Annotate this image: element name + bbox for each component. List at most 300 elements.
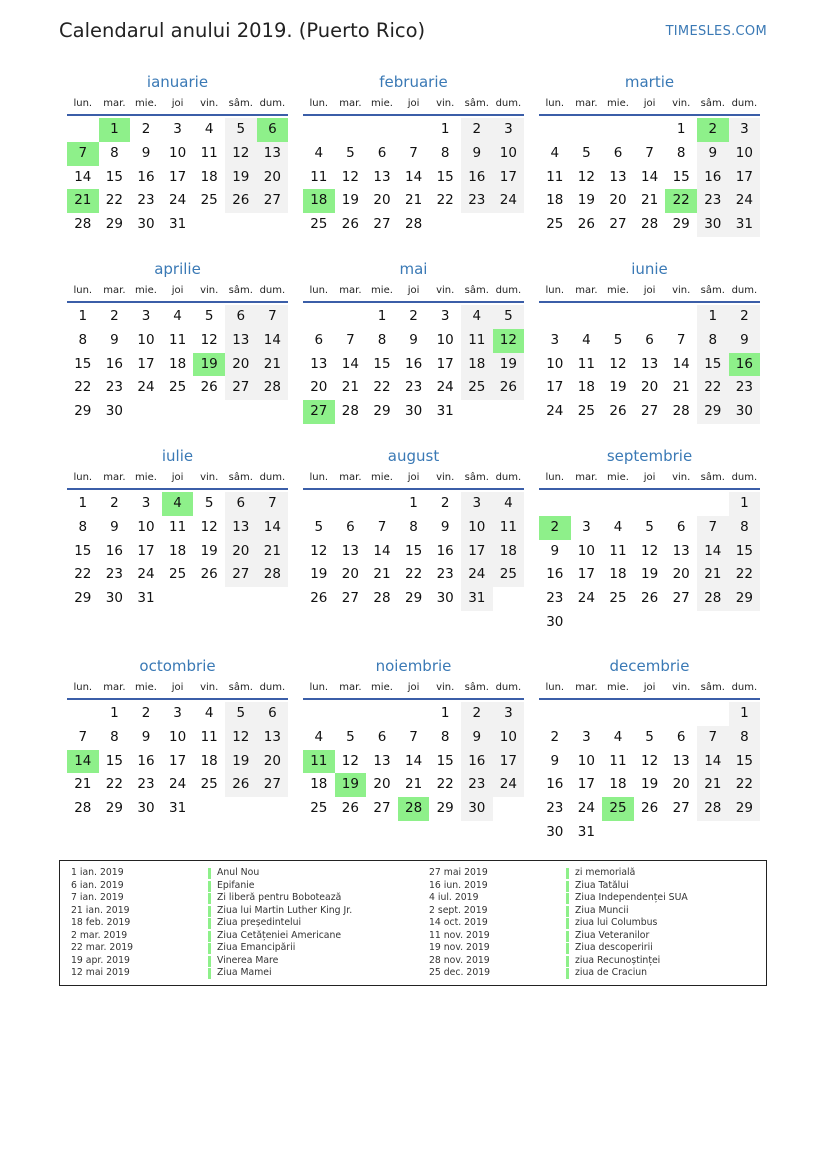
day-cell: 22 [74,379,92,396]
day-cell: 19 [225,166,257,190]
weekday-label: vin. [672,682,691,693]
weekday-label: lun. [73,98,93,109]
day-cell: 21 [257,540,289,564]
holiday-day-cell: 12 [493,329,525,353]
holiday-marker [566,868,569,879]
day-cell: 17 [577,566,595,583]
day-cell: 18 [493,540,525,564]
weekday-label: lun. [309,285,329,296]
day-cell: 7 [78,728,88,745]
weekday-label: joi [407,682,420,693]
day-cell: 6 [377,728,387,745]
weekday-label: vin. [436,682,455,693]
weekday-label: vin. [436,472,455,483]
holiday-name: Ziua președintelui [217,917,302,928]
day-cell: 9 [440,518,450,535]
holiday-date: 27 mai 2019 [429,867,488,878]
weekday-label: mar. [575,285,598,296]
weekday-label: mie. [371,285,393,296]
day-cell: 21 [74,776,92,793]
holiday-day-cell: 11 [303,750,335,774]
day-cell: 13 [257,726,289,750]
month-name: august [387,447,440,465]
day-cell: 30 [461,797,493,821]
holiday-marker [566,943,569,954]
day-cell: 7 [645,144,654,161]
holiday-day-cell: 25 [602,797,634,821]
day-cell: 6 [225,492,257,516]
day-cell: 15 [729,540,761,564]
day-cell: 23 [137,776,155,793]
day-cell: 16 [546,566,564,583]
day-cell: 13 [641,355,659,372]
day-cell: 10 [577,542,595,559]
day-cell: 3 [582,728,591,745]
holiday-day-cell: 28 [398,797,430,821]
holiday-name: ziua Recunoștinței [575,954,661,966]
day-cell: 12 [225,142,257,166]
day-cell: 21 [257,353,289,377]
weekday-label: mar. [339,285,362,296]
day-cell: 27 [373,800,391,817]
day-cell: 27 [672,800,690,817]
day-cell: 2 [440,495,450,511]
site-link[interactable]: TIMESLES.COM [665,24,767,39]
day-cell: 17 [493,750,525,774]
day-cell: 10 [137,518,155,535]
day-cell: 6 [225,305,257,329]
day-cell: 10 [546,355,564,372]
day-cell: 18 [461,353,493,377]
day-cell: 17 [493,166,525,190]
day-cell: 10 [729,142,761,166]
holiday-marker [208,868,211,879]
day-cell: 28 [373,590,391,607]
holiday-day-cell: 18 [303,189,335,213]
weekday-label: vin. [436,98,455,109]
day-cell: 15 [405,542,423,559]
day-cell: 4 [461,305,493,329]
day-cell: 26 [310,590,328,607]
day-cell: 4 [550,144,560,161]
day-cell: 11 [577,355,595,372]
day-cell: 17 [546,379,564,396]
day-cell: 19 [641,566,659,583]
day-cell: 12 [641,542,659,559]
day-cell: 29 [105,800,123,817]
day-cell: 17 [729,166,761,190]
day-cell: 11 [493,516,525,540]
day-cell: 1 [78,495,88,511]
holiday-date: 19 apr. 2019 [71,954,130,966]
day-cell: 30 [405,403,423,420]
month-divider [303,698,524,700]
holidays-box [59,860,767,986]
day-cell: 5 [204,495,214,511]
day-cell: 27 [609,216,627,233]
holiday-name: Ziua descoperirii [575,942,653,953]
day-cell: 1 [729,702,761,726]
day-cell: 27 [257,773,289,797]
day-cell: 16 [105,355,123,372]
holiday-name: Ziua Independenței SUA [575,892,688,903]
weekday-label: sâm. [228,98,253,109]
holiday-marker [208,906,211,917]
weekday-header [539,472,760,486]
day-cell: 6 [377,144,387,161]
holiday-name: Ziua Emancipării [217,942,296,953]
day-cell: 27 [225,563,257,587]
day-cell: 31 [169,216,187,233]
day-cell: 1 [676,121,686,137]
day-cell: 16 [461,750,493,774]
day-cell: 19 [577,192,595,209]
day-cell: 3 [461,492,493,516]
day-cell: 30 [436,590,454,607]
day-cell: 28 [697,797,729,821]
day-cell: 19 [493,353,525,377]
holiday-date: 6 ian. 2019 [71,879,124,891]
holiday-date: 19 nov. 2019 [429,942,490,953]
day-cell: 12 [341,168,359,185]
day-cell: 20 [225,540,257,564]
day-cell: 9 [550,752,560,769]
weekday-label: mie. [371,472,393,483]
day-cell: 18 [577,379,595,396]
month-divider [539,301,760,303]
day-cell: 29 [74,590,92,607]
day-cell: 3 [550,331,560,348]
weekday-label: vin. [200,472,219,483]
month-divider [303,114,524,116]
day-cell: 23 [436,566,454,583]
day-cell: 11 [200,728,218,745]
day-cell: 26 [200,566,218,583]
weekday-label: dum. [495,285,522,296]
day-cell: 9 [729,329,761,353]
day-cell: 24 [436,379,454,396]
day-cell: 7 [676,331,686,348]
month-divider [303,488,524,490]
day-cell: 23 [546,590,564,607]
day-cell: 15 [74,355,92,372]
day-cell: 17 [137,542,155,559]
day-cell: 26 [225,773,257,797]
weekday-label: mie. [371,682,393,693]
weekday-label: sâm. [464,98,489,109]
holiday-marker [208,893,211,904]
weekday-label: lun. [545,472,565,483]
weekday-label: joi [407,472,420,483]
weekday-header [303,285,524,299]
day-cell: 25 [461,376,493,400]
weekday-label: sâm. [464,285,489,296]
weekday-label: joi [171,285,184,296]
day-cell: 19 [609,379,627,396]
weekday-label: dum. [731,285,758,296]
day-cell: 8 [697,329,729,353]
day-cell: 24 [169,192,187,209]
day-cell: 20 [373,192,391,209]
day-cell: 13 [341,542,359,559]
day-cell: 14 [341,355,359,372]
day-cell: 25 [609,590,627,607]
day-cell: 6 [257,702,289,726]
day-cell: 13 [373,752,391,769]
day-cell: 3 [493,118,525,142]
weekday-label: lun. [73,285,93,296]
day-cell: 8 [110,144,119,161]
day-cell: 8 [78,518,88,535]
page-title: Calendarul anului 2019. (Puerto Rico) [59,19,426,42]
day-cell: 2 [141,121,151,137]
month-name: octombrie [139,657,216,675]
month-name: februarie [379,73,448,91]
weekday-label: vin. [672,98,691,109]
holiday-day-cell: 16 [729,353,761,377]
weekday-label: lun. [73,472,93,483]
month-name: septembrie [606,447,693,465]
day-cell: 24 [493,189,525,213]
day-cell: 16 [436,542,454,559]
day-cell: 24 [546,403,564,420]
holiday-day-cell: 14 [67,750,99,774]
holiday-marker [566,906,569,917]
day-cell: 23 [461,189,493,213]
day-cell: 9 [141,144,151,161]
holiday-day-cell: 2 [697,118,729,142]
day-cell: 1 [729,492,761,516]
day-cell: 4 [314,144,324,161]
day-cell: 20 [373,776,391,793]
weekday-label: mar. [103,98,126,109]
day-cell: 19 [341,192,359,209]
day-cell: 28 [405,216,423,233]
holiday-date: 4 iul. 2019 [429,892,479,903]
day-cell: 8 [729,726,761,750]
weekday-label: mar. [339,98,362,109]
weekday-label: lun. [545,285,565,296]
day-cell: 4 [204,121,214,137]
holiday-date: 28 nov. 2019 [429,954,490,966]
day-cell: 4 [204,705,214,721]
weekday-label: mar. [103,472,126,483]
day-cell: 10 [169,144,187,161]
day-cell: 13 [672,542,690,559]
day-cell: 10 [493,726,525,750]
holiday-name: Zi liberă pentru Bobotează [217,892,342,903]
holiday-marker [208,943,211,954]
day-cell: 31 [729,213,761,237]
day-cell: 21 [341,379,359,396]
day-cell: 14 [641,168,659,185]
day-cell: 28 [74,800,92,817]
weekday-label: sâm. [228,682,253,693]
day-cell: 4 [613,518,623,535]
day-cell: 24 [137,566,155,583]
day-cell: 27 [257,189,289,213]
day-cell: 14 [74,168,92,185]
day-cell: 4 [173,308,182,324]
weekday-label: joi [643,682,656,693]
month-name: ianuarie [146,73,209,91]
day-cell: 2 [729,305,761,329]
month-divider [539,698,760,700]
day-cell: 5 [346,728,355,745]
holiday-marker [208,931,211,942]
day-cell: 11 [169,518,187,535]
day-cell: 28 [257,563,289,587]
day-cell: 26 [341,800,359,817]
day-cell: 9 [461,142,493,166]
day-cell: 19 [641,776,659,793]
weekday-label: joi [171,682,184,693]
day-cell: 13 [373,168,391,185]
holiday-date: 2 mar. 2019 [71,929,128,941]
day-cell: 4 [314,728,324,745]
day-cell: 21 [641,192,659,209]
holiday-date: 14 oct. 2019 [429,917,488,928]
day-cell: 26 [341,216,359,233]
day-cell: 25 [577,403,595,420]
day-cell: 1 [697,305,729,329]
holiday-name: Ziua Veteranilor [575,929,650,941]
weekday-label: dum. [731,472,758,483]
day-cell: 9 [550,542,560,559]
weekday-label: sâm. [700,98,725,109]
day-cell: 29 [729,587,761,611]
day-cell: 26 [577,216,595,233]
month-name: iunie [631,260,668,278]
day-cell: 26 [225,189,257,213]
day-cell: 8 [440,144,450,161]
weekday-label: dum. [259,682,286,693]
day-cell: 28 [74,216,92,233]
day-cell: 16 [105,542,123,559]
day-cell: 10 [577,752,595,769]
day-cell: 21 [697,773,729,797]
day-cell: 17 [436,355,454,372]
holiday-day-cell: 6 [257,118,289,142]
day-cell: 20 [672,776,690,793]
weekday-label: sâm. [464,682,489,693]
day-cell: 14 [257,329,289,353]
day-cell: 20 [641,379,659,396]
day-cell: 30 [729,400,761,424]
day-cell: 22 [405,566,423,583]
holiday-marker [566,918,569,929]
day-cell: 20 [672,566,690,583]
day-cell: 30 [105,403,123,420]
holiday-date: 11 nov. 2019 [429,929,490,941]
day-cell: 11 [200,144,218,161]
holiday-marker [208,881,211,892]
day-cell: 12 [341,752,359,769]
day-cell: 9 [110,518,119,535]
day-cell: 15 [105,752,123,769]
day-cell: 10 [493,142,525,166]
day-cell: 26 [641,800,659,817]
day-cell: 6 [676,518,686,535]
month-name: aprilie [154,260,201,278]
day-cell: 21 [697,563,729,587]
day-cell: 14 [405,168,423,185]
month-divider [67,114,288,116]
day-cell: 6 [613,144,623,161]
day-cell: 23 [461,773,493,797]
day-cell: 3 [582,518,591,535]
weekday-label: joi [643,285,656,296]
day-cell: 15 [436,752,454,769]
day-cell: 12 [225,726,257,750]
day-cell: 18 [609,566,627,583]
weekday-label: mie. [607,682,629,693]
day-cell: 13 [672,752,690,769]
month-name: martie [624,73,675,91]
day-cell: 9 [110,331,119,348]
day-cell: 22 [105,776,123,793]
day-cell: 15 [697,353,729,377]
weekday-label: dum. [731,682,758,693]
holiday-date: 25 dec. 2019 [429,967,491,978]
day-cell: 18 [609,776,627,793]
day-cell: 1 [78,308,88,324]
day-cell: 25 [200,192,218,209]
day-cell: 29 [105,216,123,233]
day-cell: 14 [697,750,729,774]
day-cell: 22 [373,379,391,396]
holiday-day-cell: 22 [665,189,697,213]
day-cell: 15 [436,168,454,185]
holiday-marker [566,931,569,942]
month-name: decembrie [609,657,690,675]
day-cell: 27 [672,590,690,607]
day-cell: 11 [169,331,187,348]
holiday-name: Ziua Tatălui [575,879,629,891]
day-cell: 16 [546,776,564,793]
month-divider [539,114,760,116]
day-cell: 28 [341,403,359,420]
holiday-date: 18 feb. 2019 [71,917,131,928]
day-cell: 13 [225,329,257,353]
day-cell: 8 [78,331,88,348]
weekday-label: mie. [135,472,157,483]
day-cell: 15 [74,542,92,559]
weekday-label: dum. [259,472,286,483]
holiday-marker [566,956,569,967]
day-cell: 6 [346,518,355,535]
day-cell: 30 [137,800,155,817]
day-cell: 20 [225,353,257,377]
day-cell: 21 [405,776,423,793]
day-cell: 12 [200,518,218,535]
month-divider [303,301,524,303]
holiday-date: 2 sept. 2019 [429,904,488,916]
day-cell: 24 [137,379,155,396]
weekday-label: lun. [73,682,93,693]
holiday-name: zi memorială [575,867,636,878]
holiday-marker [566,893,569,904]
weekday-header [303,682,524,696]
holiday-name: Anul Nou [217,867,260,878]
weekday-label: sâm. [700,472,725,483]
day-cell: 25 [200,776,218,793]
holiday-name: Epifanie [217,879,255,891]
day-cell: 12 [609,355,627,372]
weekday-label: dum. [259,285,286,296]
day-cell: 25 [493,563,525,587]
day-cell: 22 [697,376,729,400]
